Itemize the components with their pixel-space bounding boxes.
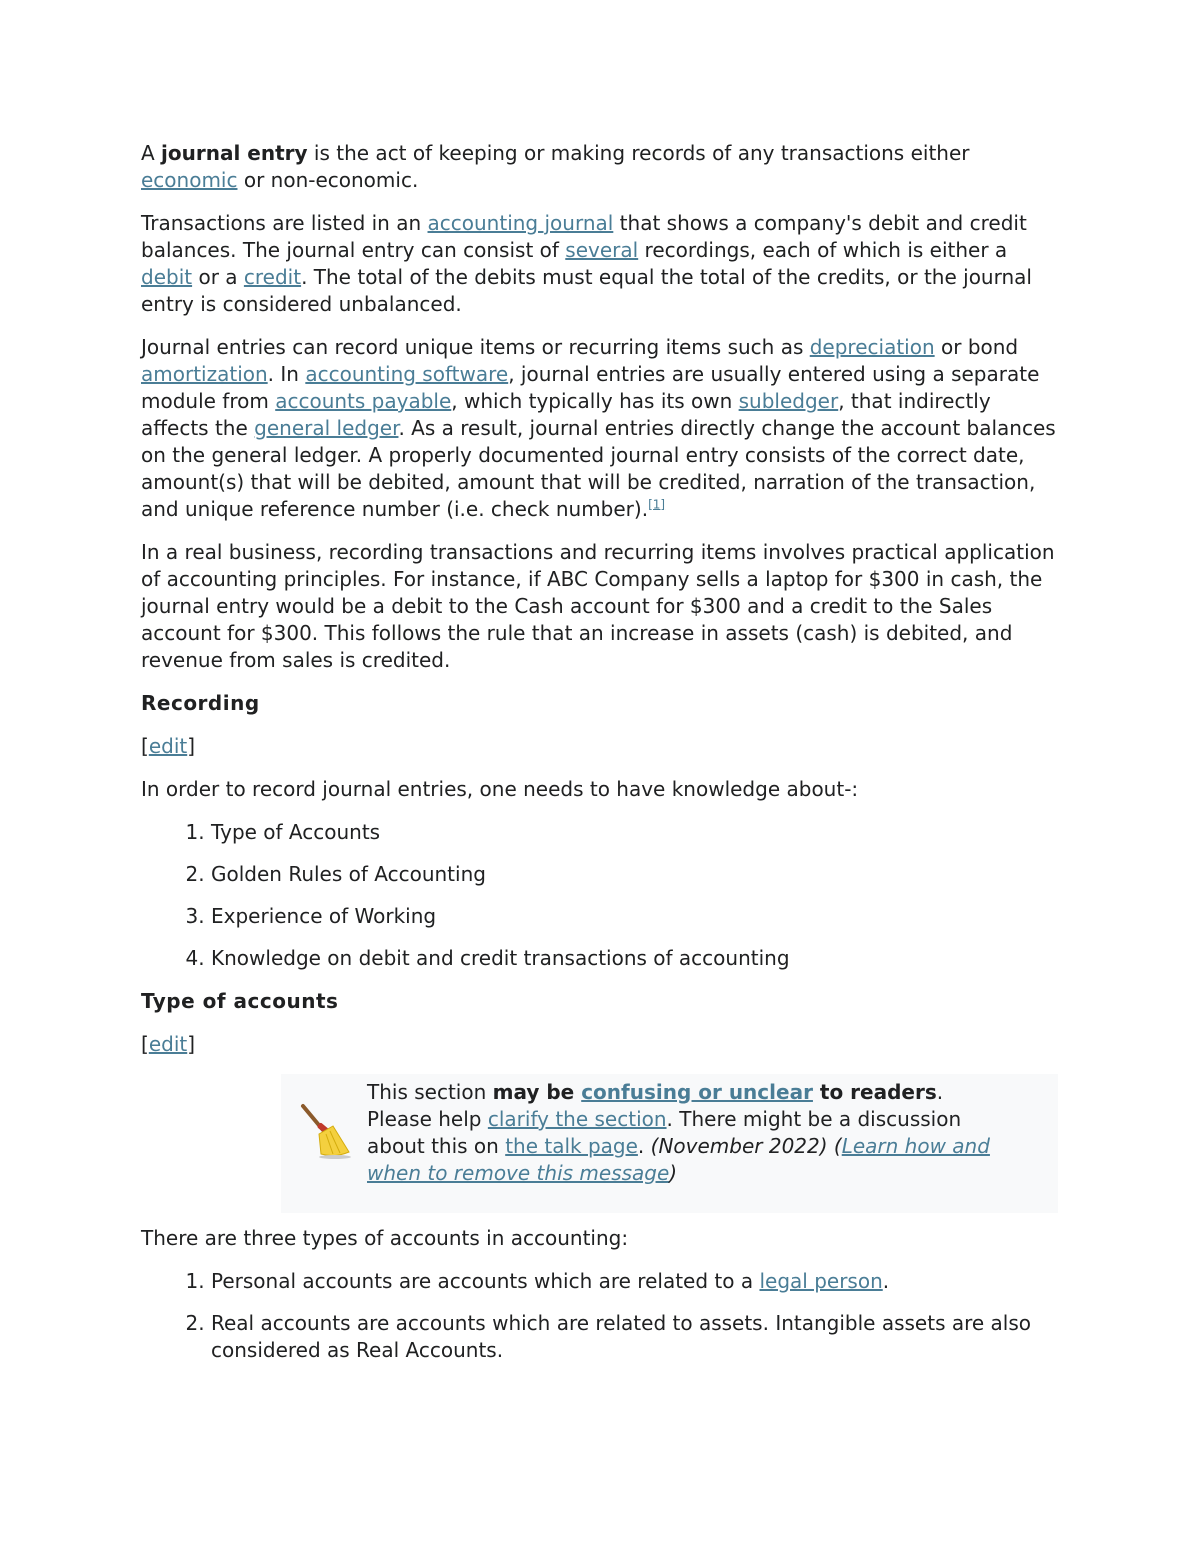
bracket: [ [141,1032,149,1056]
text: is the act of keeping or making records of any transactions either [307,141,970,165]
reference-link-1[interactable]: [1] [648,497,666,512]
link-debit[interactable]: debit [141,265,193,289]
link-credit[interactable]: credit [243,265,302,289]
list-item: 1. Type of Accounts [211,819,1056,846]
text: . The total of the debits must equal the total of the credits, or the journal entry is considered unbalanced. [141,265,1032,316]
section-heading-recording: Recording [141,691,260,715]
link-accounts-payable[interactable]: accounts payable [275,389,452,413]
text: This section [367,1080,493,1104]
text: . [637,1134,651,1158]
notice-date: (November 2022) [650,1134,828,1158]
link-legal-person[interactable]: legal person [759,1269,883,1293]
text: may be [492,1080,582,1104]
list-item: 2. Golden Rules of Accounting [211,861,1056,888]
link-talk-page[interactable]: the talk page [505,1134,638,1158]
broom-icon [295,1100,355,1160]
term-journal-entry: journal entry [161,141,308,165]
recording-intro: In order to record journal entries, one needs to have knowledge about-: [141,777,859,801]
list-item [211,1310,1056,1364]
list-item: 4. Knowledge on debit and credit transactions of accounting [211,945,1056,972]
text: or non-economic. [237,168,419,192]
text: Real accounts are accounts which are related to assets. Intangible assets are also considered as Real Accounts. [211,1311,1032,1362]
text: . [882,1269,890,1293]
link-economic[interactable]: economic [141,168,238,192]
text: Personal accounts are accounts which are related to a [211,1269,760,1293]
reference-marker [648,497,665,511]
notice-text [367,1079,997,1187]
intro-paragraph-1 [141,140,1056,194]
intro-paragraph-2 [141,210,1056,318]
text: , journal entries are usually entered using a separate module from [141,362,1040,413]
type-of-accounts-list [141,1268,1056,1364]
text: Transactions are listed in an [141,211,428,235]
article-content [141,140,1056,1364]
text: , that indirectly affects the [141,389,991,440]
link-accounting-journal[interactable]: accounting journal [427,211,614,235]
recording-list [141,819,1056,972]
text: to readers [812,1080,937,1104]
text: or bond [934,335,1019,359]
text: ) [669,1161,678,1185]
link-general-ledger[interactable]: general ledger [254,416,399,440]
text: that shows a company's debit and credit balances. The journal entry can consist of [141,211,1027,262]
link-several[interactable]: several [565,238,639,262]
text: , which typically has its own [451,389,739,413]
text: A [141,141,162,165]
edit-link-recording[interactable]: edit [148,734,188,758]
text: . As a result, journal entries directly change the account balances on the general ledger. A properly documented journal entry consists of the correct date, amount(s) that will be debited, amount that will be credited, narration of the transaction, and unique reference number (i.e. check number). [141,416,1056,521]
link-remove-message-help[interactable]: Learn how and when to remove this message [367,1134,990,1185]
text: . Please help [367,1080,944,1131]
link-depreciation[interactable]: depreciation [809,335,935,359]
cleanup-notice-box [281,1074,1058,1213]
section-heading-type-of-accounts: Type of accounts [141,989,339,1013]
list-item: 3. Experience of Working [211,903,1056,930]
link-clarify-the-section[interactable]: clarify the section [487,1107,667,1131]
link-accounting-software[interactable]: accounting software [305,362,509,386]
bracket: ] [187,734,196,758]
list-item [211,1268,1056,1295]
edit-link-type-of-accounts[interactable]: edit [148,1032,188,1056]
text: or a [192,265,244,289]
text: Journal entries can record unique items or recurring items such as [141,335,810,359]
section-edit-type-of-accounts [141,1031,1056,1058]
link-subledger[interactable]: subledger [738,389,839,413]
section-edit-recording [141,733,1056,760]
type-of-accounts-intro: There are three types of accounts in accounting: [141,1226,629,1250]
text: . In [267,362,306,386]
bracket: [ [141,734,149,758]
link-confusing-or-unclear[interactable]: confusing or unclear [581,1080,813,1104]
bracket: ] [187,1032,196,1056]
link-amortization[interactable]: amortization [141,362,268,386]
text: ( [833,1134,842,1158]
intro-paragraph-3 [141,334,1056,523]
text: . There might be a discussion about this on [367,1107,962,1158]
text: recordings, each of which is either a [638,238,1008,262]
intro-paragraph-4: In a real business, recording transactions and recurring items involves practical application of accounting principles. For instance, if ABC Company sells a laptop for $300 in cash, the journal entry would be a debit to the Cash account for $300 and a credit to the Sales account for $300. This follows the rule that an increase in assets (cash) is debited, and revenue from sales is credited. [141,540,1055,672]
